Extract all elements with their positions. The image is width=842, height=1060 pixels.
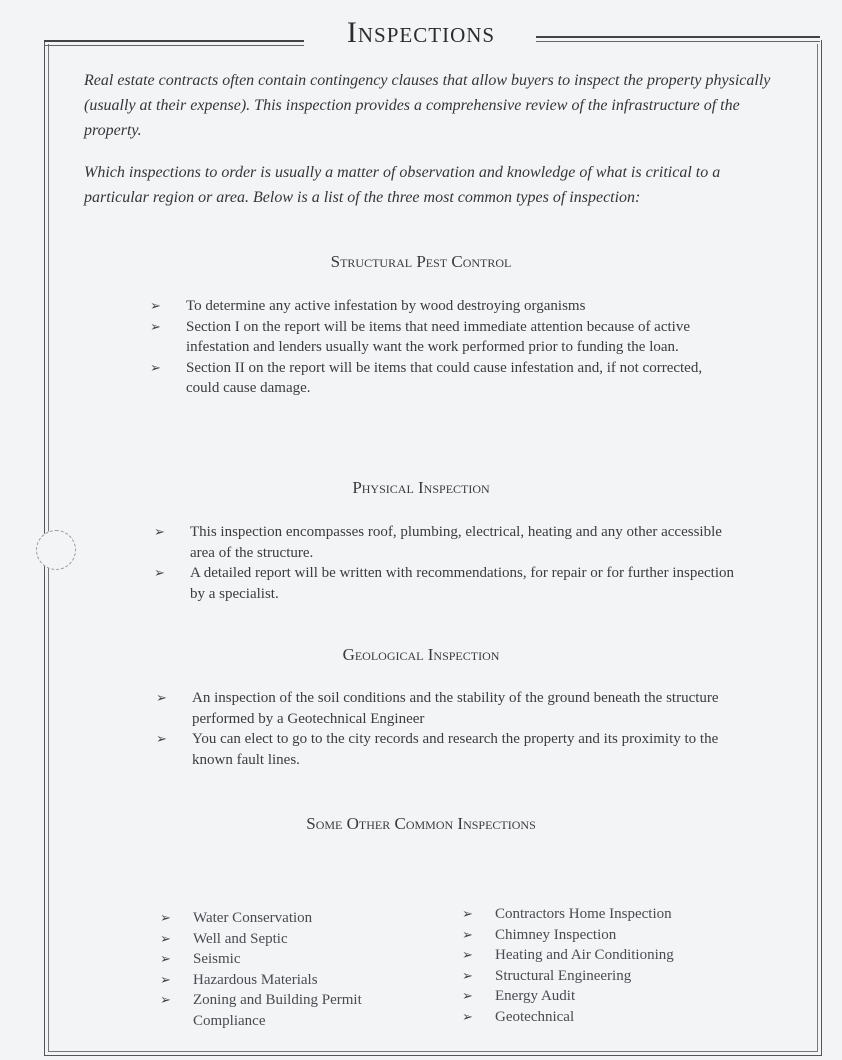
list-item: ➢ Energy Audit	[462, 986, 722, 1007]
arrow-bullet-icon: ➢	[150, 359, 161, 375]
arrow-bullet-icon: ➢	[156, 690, 167, 705]
intro-paragraph-1: Real estate contracts often contain contingency clauses that allow buyers to inspect the property physically (usually at their expense). This inspection provides a comprehensive review of the infrastructure of the property.	[84, 72, 771, 139]
arrow-bullet-icon: ➢	[462, 988, 473, 1003]
other-list-left	[160, 908, 410, 1031]
list-item: ➢ Section I on the report will be items that need immediate attention because of active infestation and lenders usually want the work performed prior to funding the loan.	[150, 318, 690, 355]
arrow-bullet-icon: ➢	[150, 298, 161, 313]
arrow-bullet-icon: ➢	[154, 565, 165, 580]
list-item: ➢ Heating and Air Conditioning	[462, 945, 722, 966]
arrow-bullet-icon: ➢	[160, 992, 171, 1007]
list-item: ➢ Seismic	[160, 949, 410, 970]
list-item: ➢ Structural Engineering	[462, 966, 722, 987]
intro-paragraph-2: Which inspections to order is usually a matter of observation and knowledge of what is critical to a particular region or area. Below is a list of the three most common types of inspection:	[84, 164, 721, 206]
list-item: ➢ Zoning and Building Permit Compliance	[160, 992, 362, 1029]
list-item: ➢ Contractors Home Inspection	[462, 904, 722, 925]
section-heading: Structural Pest Control	[330, 252, 512, 271]
arrow-bullet-icon: ➢	[462, 967, 473, 983]
list-item: ➢ This inspection encompasses roof, plumbing, electrical, heating and any other accessible area of the structure.	[154, 524, 722, 561]
arrow-bullet-icon: ➢	[160, 930, 171, 946]
section-heading: Some Other Common Inspections	[306, 814, 536, 833]
arrow-bullet-icon: ➢	[160, 971, 171, 987]
binder-hole	[36, 530, 76, 570]
bullet-list	[150, 296, 730, 399]
list-item: ➢ Geotechnical	[462, 1007, 722, 1028]
list-item: ➢ Chimney Inspection	[462, 925, 722, 946]
arrow-bullet-icon: ➢	[160, 910, 171, 925]
list-item: ➢ Well and Septic	[160, 929, 410, 950]
list-item: ➢ Section II on the report will be items that could cause infestation and, if not corrected, could cause damage.	[150, 359, 703, 396]
list-item: ➢ Water Conservation	[160, 908, 410, 929]
page-title-text: Inspections	[335, 16, 507, 49]
page-title	[0, 16, 842, 50]
arrow-bullet-icon: ➢	[462, 926, 473, 942]
arrow-bullet-icon: ➢	[462, 1008, 473, 1024]
arrow-bullet-icon: ➢	[156, 731, 167, 746]
arrow-bullet-icon: ➢	[150, 318, 161, 334]
list-item: ➢ To determine any active infestation by wood destroying organisms	[150, 296, 730, 317]
list-item: ➢ You can elect to go to the city records and research the property and its proximity to the known fault lines.	[156, 731, 719, 768]
arrow-bullet-icon: ➢	[462, 906, 473, 921]
arrow-bullet-icon: ➢	[160, 951, 171, 966]
other-list-right	[462, 904, 722, 1027]
bullet-list	[156, 688, 736, 770]
arrow-bullet-icon: ➢	[462, 947, 473, 962]
list-item: ➢ An inspection of the soil conditions and the stability of the ground beneath the structure performed by a Geotechnical Engineer	[156, 690, 719, 727]
bullet-list	[154, 522, 734, 604]
arrow-bullet-icon: ➢	[154, 524, 165, 539]
list-item: ➢ Hazardous Materials	[160, 970, 410, 991]
section-heading: Geological Inspection	[342, 645, 500, 664]
list-item: ➢ A detailed report will be written with recommendations, for repair or for further inspection by a specialist.	[154, 565, 734, 602]
section-heading: Physical Inspection	[352, 478, 490, 497]
